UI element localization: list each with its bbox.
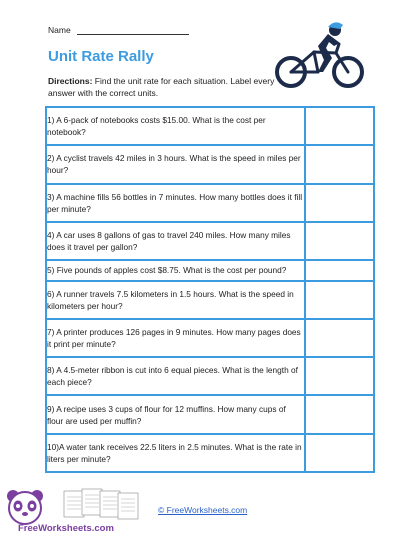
answer-box[interactable] xyxy=(305,281,374,319)
problem-text: A machine fills 56 bottles in 7 minutes. How many bottles does it fill per minute? xyxy=(47,191,303,214)
problem-number: 10) xyxy=(47,441,59,452)
answer-box[interactable] xyxy=(305,395,374,433)
answer-box[interactable] xyxy=(305,184,374,222)
answer-box[interactable] xyxy=(305,357,374,395)
name-label: Name xyxy=(48,25,71,35)
problem-number: 6) xyxy=(47,288,55,299)
problem-number: 1) xyxy=(47,115,55,126)
problem-text: A 6-pack of notebooks costs $15.00. What is the cost per notebook? xyxy=(47,115,266,138)
problem-text: A water tank receives 22.5 liters in 2.5 minutes. What is the rate in liters per minute? xyxy=(47,441,302,464)
answer-box[interactable] xyxy=(305,319,374,357)
problem-text: A runner travels 7.5 kilometers in 1.5 hours. What is the speed in kilometers per hour? xyxy=(47,288,294,311)
problem-number: 4) xyxy=(47,229,55,240)
problem-number: 5) xyxy=(47,265,55,276)
footer-website-link[interactable]: © FreeWorksheets.com xyxy=(158,505,248,515)
problem-text: A car uses 8 gallons of gas to travel 240 miles. How many miles does it travel per gallon? xyxy=(47,229,291,252)
problem-number: 7) xyxy=(47,327,55,338)
worksheet-thumbnails-icon xyxy=(64,489,138,519)
problem-question xyxy=(46,319,305,357)
problem-row xyxy=(46,107,374,145)
problem-number: 2) xyxy=(47,153,55,164)
worksheet-title: Unit Rate Rally xyxy=(48,48,154,65)
answer-box[interactable] xyxy=(305,434,374,472)
answer-box[interactable] xyxy=(305,260,374,281)
answer-box[interactable] xyxy=(305,145,374,183)
problem-row xyxy=(46,184,374,222)
problem-row xyxy=(46,222,374,260)
problem-text: A recipe uses 3 cups of flour for 12 muffins. How many cups of flour are used per muffin? xyxy=(47,403,286,426)
directions-label: Directions: xyxy=(48,76,93,86)
problem-question xyxy=(46,107,305,145)
problem-number: 9) xyxy=(47,403,55,414)
problem-text: A cyclist travels 42 miles in 3 hours. What is the speed in miles per hour? xyxy=(47,153,301,176)
problem-row xyxy=(46,434,374,472)
logo-text: FreeWorksheets.com xyxy=(18,523,114,534)
directions-text: Find the unit rate for each situation. Label every answer with the correct units. xyxy=(48,76,275,98)
answer-box[interactable] xyxy=(305,107,374,145)
problem-question xyxy=(46,222,305,260)
problem-row xyxy=(46,145,374,183)
panda-mascot-icon xyxy=(7,490,43,524)
problem-question xyxy=(46,281,305,319)
problem-question xyxy=(46,184,305,222)
problem-text: Five pounds of apples cost $8.75. What is the cost per pound? xyxy=(56,265,287,276)
directions xyxy=(48,75,288,99)
problem-text: A 4.5-meter ribbon is cut into 6 equal pieces. What is the length of each piece? xyxy=(47,365,298,388)
problem-row xyxy=(46,319,374,357)
problem-number: 8) xyxy=(47,365,55,376)
problem-row xyxy=(46,260,374,281)
problems-table xyxy=(45,106,375,473)
problem-row xyxy=(46,395,374,433)
freeworksheets-logo xyxy=(4,486,142,536)
problem-question xyxy=(46,434,305,472)
answer-box[interactable] xyxy=(305,222,374,260)
problem-question xyxy=(46,145,305,183)
problem-question xyxy=(46,357,305,395)
problem-row xyxy=(46,357,374,395)
name-field-row xyxy=(48,25,189,35)
problem-question xyxy=(46,260,305,281)
name-line[interactable] xyxy=(77,25,189,35)
problem-number: 3) xyxy=(47,191,55,202)
problem-text: A printer produces 126 pages in 9 minutes. How many pages does it print per minute? xyxy=(47,327,301,350)
problem-question xyxy=(46,395,305,433)
problem-row xyxy=(46,281,374,319)
